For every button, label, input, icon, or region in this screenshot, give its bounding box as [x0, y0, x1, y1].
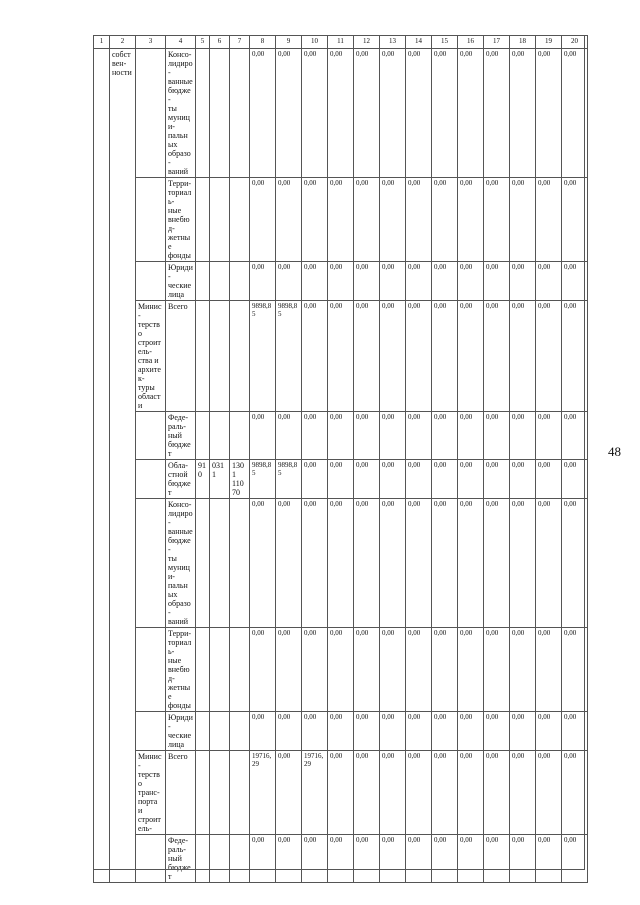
value-cell: 0,00 [432, 712, 458, 751]
value-cell: 0,00 [276, 499, 302, 628]
value-cell: 0,00 [276, 262, 302, 301]
column-number: 11 [328, 36, 354, 49]
value-cell: 0,00 [432, 499, 458, 628]
value-cell: 0,00 [328, 262, 354, 301]
value-cell: 0,00 [302, 628, 328, 712]
cell-c4: Консо- лидиро- ванные бюдже- ты муници- пальных образо- ваний [166, 49, 196, 178]
value-cell: 0,00 [302, 49, 328, 178]
value-cell: 0,00 [250, 499, 276, 628]
value-cell: 0,00 [354, 835, 380, 883]
column-number: 5 [196, 36, 210, 49]
cell-c5: 910 [196, 460, 210, 499]
value-cell: 0,00 [302, 301, 328, 412]
value-cell: 0,00 [354, 712, 380, 751]
value-cell: 0,00 [276, 712, 302, 751]
value-cell: 0,00 [354, 301, 380, 412]
value-cell: 0,00 [302, 712, 328, 751]
value-cell: 0,00 [458, 628, 484, 712]
value-cell: 0,00 [562, 49, 588, 178]
value-cell: 0,00 [328, 499, 354, 628]
column-number: 12 [354, 36, 380, 49]
value-cell: 0,00 [536, 835, 562, 883]
value-cell: 0,00 [458, 751, 484, 835]
value-cell: 0,00 [380, 301, 406, 412]
column-number: 18 [510, 36, 536, 49]
value-cell: 0,00 [562, 751, 588, 835]
value-cell: 0,00 [432, 49, 458, 178]
value-cell: 0,00 [484, 178, 510, 262]
cell-c4: Терри- ториаль- ные внебюд- жетные фонды [166, 178, 196, 262]
value-cell: 0,00 [380, 751, 406, 835]
table-frame [93, 35, 585, 870]
value-cell: 0,00 [432, 628, 458, 712]
value-cell: 0,00 [328, 460, 354, 499]
value-cell: 0,00 [484, 412, 510, 460]
column-number: 17 [484, 36, 510, 49]
cell-c6: 0311 [210, 460, 230, 499]
value-cell: 0,00 [354, 412, 380, 460]
value-cell: 0,00 [380, 835, 406, 883]
value-cell: 0,00 [380, 412, 406, 460]
value-cell: 0,00 [484, 262, 510, 301]
value-cell: 0,00 [276, 628, 302, 712]
section-label: собствен- ности [110, 49, 136, 883]
value-cell: 0,00 [484, 835, 510, 883]
value-cell: 0,00 [562, 712, 588, 751]
page-number: 48 [608, 444, 621, 459]
value-cell: 0,00 [302, 262, 328, 301]
value-cell: 0,00 [510, 499, 536, 628]
value-cell: 0,00 [484, 460, 510, 499]
value-cell: 0,00 [432, 412, 458, 460]
column-number: 4 [166, 36, 196, 49]
value-cell: 0,00 [458, 460, 484, 499]
cell-c4: Юриди- ческие лица [166, 262, 196, 301]
value-cell: 0,00 [484, 49, 510, 178]
value-cell: 0,00 [562, 499, 588, 628]
value-cell: 0,00 [510, 628, 536, 712]
value-cell: 0,00 [510, 49, 536, 178]
value-cell: 0,00 [458, 412, 484, 460]
value-cell: 0,00 [406, 49, 432, 178]
value-cell: 0,00 [536, 412, 562, 460]
cell-c4: Феде- раль- ный бюджет [166, 412, 196, 460]
value-cell: 0,00 [302, 835, 328, 883]
column-number: 14 [406, 36, 432, 49]
column-number: 8 [250, 36, 276, 49]
value-cell: 0,00 [380, 262, 406, 301]
value-cell: 0,00 [536, 751, 562, 835]
cell-c7: 1301 11070 [230, 460, 250, 499]
value-cell: 9898,85 [276, 460, 302, 499]
cell-c3: Минис- терство строитель- ства и архитек- туры области [136, 301, 166, 412]
value-cell: 0,00 [276, 178, 302, 262]
value-cell: 0,00 [380, 628, 406, 712]
value-cell: 0,00 [484, 301, 510, 412]
value-cell: 0,00 [536, 262, 562, 301]
value-cell: 0,00 [354, 499, 380, 628]
value-cell: 0,00 [510, 712, 536, 751]
column-number: 13 [380, 36, 406, 49]
column-number: 9 [276, 36, 302, 49]
value-cell: 0,00 [354, 751, 380, 835]
value-cell: 0,00 [328, 835, 354, 883]
value-cell: 9898,85 [276, 301, 302, 412]
cell-c4: Юриди- ческие лица [166, 712, 196, 751]
value-cell: 0,00 [484, 628, 510, 712]
column-number: 7 [230, 36, 250, 49]
value-cell: 0,00 [458, 499, 484, 628]
value-cell: 0,00 [276, 412, 302, 460]
value-cell: 0,00 [432, 751, 458, 835]
cell-c4: Феде- раль- ный бюджет [166, 835, 196, 883]
value-cell: 0,00 [510, 178, 536, 262]
value-cell: 0,00 [250, 262, 276, 301]
value-cell: 0,00 [484, 712, 510, 751]
cell-c4: Обла- стной бюджет [166, 460, 196, 499]
value-cell: 0,00 [354, 178, 380, 262]
column-number: 6 [210, 36, 230, 49]
cell-c4: Всего [166, 301, 196, 412]
column-number: 2 [110, 36, 136, 49]
cell-c3: Минис- терство транс- порта и строитель- [136, 751, 166, 835]
value-cell: 0,00 [406, 262, 432, 301]
value-cell: 0,00 [328, 712, 354, 751]
value-cell: 0,00 [484, 751, 510, 835]
value-cell: 0,00 [302, 178, 328, 262]
value-cell: 0,00 [536, 178, 562, 262]
value-cell: 0,00 [458, 301, 484, 412]
value-cell: 0,00 [536, 49, 562, 178]
value-cell: 0,00 [536, 301, 562, 412]
value-cell: 0,00 [380, 178, 406, 262]
value-cell: 0,00 [432, 262, 458, 301]
value-cell: 0,00 [458, 49, 484, 178]
value-cell: 0,00 [250, 178, 276, 262]
value-cell: 0,00 [536, 712, 562, 751]
value-cell: 0,00 [354, 460, 380, 499]
column-number: 3 [136, 36, 166, 49]
value-cell: 0,00 [406, 712, 432, 751]
value-cell: 0,00 [328, 751, 354, 835]
value-cell: 9898,85 [250, 301, 276, 412]
value-cell: 0,00 [250, 49, 276, 178]
value-cell: 0,00 [276, 751, 302, 835]
value-cell: 0,00 [328, 628, 354, 712]
value-cell: 0,00 [380, 49, 406, 178]
value-cell: 0,00 [562, 628, 588, 712]
value-cell: 0,00 [380, 499, 406, 628]
value-cell: 0,00 [354, 628, 380, 712]
value-cell: 0,00 [536, 460, 562, 499]
column-number: 16 [458, 36, 484, 49]
value-cell: 0,00 [354, 262, 380, 301]
value-cell: 0,00 [562, 412, 588, 460]
value-cell: 0,00 [250, 628, 276, 712]
value-cell: 0,00 [328, 301, 354, 412]
value-cell: 0,00 [302, 460, 328, 499]
value-cell: 0,00 [302, 499, 328, 628]
value-cell: 0,00 [354, 49, 380, 178]
value-cell: 0,00 [562, 178, 588, 262]
value-cell: 0,00 [432, 835, 458, 883]
cell-c4: Всего [166, 751, 196, 835]
value-cell: 0,00 [432, 301, 458, 412]
value-cell: 19716,29 [250, 751, 276, 835]
value-cell: 0,00 [458, 178, 484, 262]
value-cell: 0,00 [380, 712, 406, 751]
value-cell: 0,00 [406, 751, 432, 835]
value-cell: 0,00 [406, 628, 432, 712]
value-cell: 0,00 [510, 751, 536, 835]
value-cell: 0,00 [510, 835, 536, 883]
value-cell: 0,00 [458, 712, 484, 751]
value-cell: 0,00 [484, 499, 510, 628]
value-cell: 0,00 [510, 460, 536, 499]
value-cell: 0,00 [510, 262, 536, 301]
value-cell: 0,00 [276, 835, 302, 883]
value-cell: 0,00 [328, 49, 354, 178]
value-cell: 0,00 [250, 835, 276, 883]
value-cell: 0,00 [302, 412, 328, 460]
column-number: 19 [536, 36, 562, 49]
value-cell: 0,00 [562, 460, 588, 499]
value-cell: 0,00 [276, 49, 302, 178]
column-number: 10 [302, 36, 328, 49]
cell-c4: Терри- ториаль- ные внебюд- жетные фонды [166, 628, 196, 712]
value-cell: 0,00 [432, 460, 458, 499]
value-cell: 0,00 [406, 460, 432, 499]
value-cell: 0,00 [406, 412, 432, 460]
column-number: 20 [562, 36, 588, 49]
value-cell: 0,00 [406, 301, 432, 412]
value-cell: 0,00 [406, 499, 432, 628]
value-cell: 0,00 [328, 412, 354, 460]
value-cell: 0,00 [328, 178, 354, 262]
value-cell: 0,00 [380, 460, 406, 499]
value-cell: 0,00 [562, 835, 588, 883]
value-cell: 9898,85 [250, 460, 276, 499]
value-cell: 0,00 [458, 262, 484, 301]
column-number: 1 [94, 36, 110, 49]
value-cell: 0,00 [250, 712, 276, 751]
value-cell: 19716,29 [302, 751, 328, 835]
value-cell: 0,00 [562, 301, 588, 412]
value-cell: 0,00 [536, 499, 562, 628]
value-cell: 0,00 [250, 412, 276, 460]
value-cell: 0,00 [510, 301, 536, 412]
value-cell: 0,00 [510, 412, 536, 460]
cell-c4: Консо- лидиро- ванные бюдже- ты муници- пальных образо- ваний [166, 499, 196, 628]
value-cell: 0,00 [406, 178, 432, 262]
value-cell: 0,00 [536, 628, 562, 712]
value-cell: 0,00 [406, 835, 432, 883]
value-cell: 0,00 [562, 262, 588, 301]
value-cell: 0,00 [458, 835, 484, 883]
value-cell: 0,00 [432, 178, 458, 262]
column-number: 15 [432, 36, 458, 49]
